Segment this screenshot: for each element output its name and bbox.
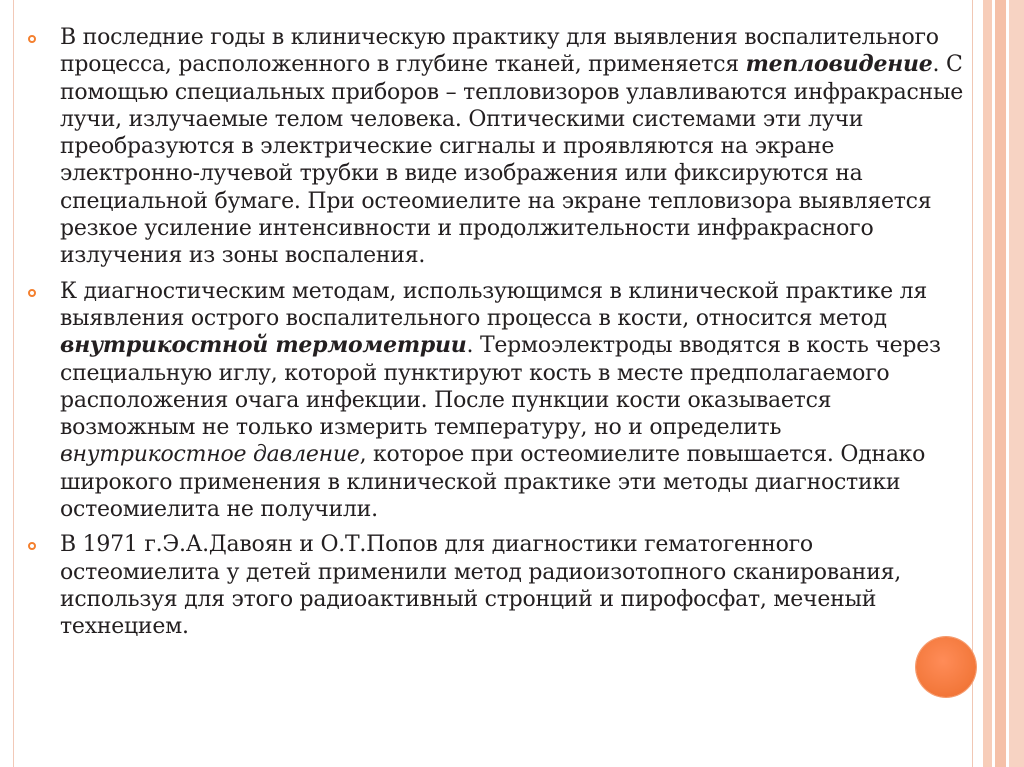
text-run: В 1971 г.Э.А.Давоян и О.Т.Попов для диагностики гематогенного остеомиелита у детей применили метод радиоизотопного сканирования, используя для этого радиоактивный стронций и пирофосфат, меченый технецием. — [60, 532, 902, 640]
orange-ring-bullet-icon — [28, 542, 36, 550]
orange-ring-bullet-icon — [28, 35, 36, 43]
term-intraosseous-thermometry: внутрикостной термометрии — [60, 332, 467, 359]
paragraph-scanning — [60, 531, 963, 640]
orange-ring-bullet-icon — [28, 289, 36, 297]
decorative-stripes — [972, 0, 1024, 767]
paragraph-thermography — [60, 24, 963, 270]
term-intraosseous-pressure: внутрикостное давление — [60, 442, 360, 468]
bullet-item-thermometry — [28, 278, 963, 524]
bullet-item-thermography — [28, 24, 963, 270]
paragraph-thermometry — [60, 278, 963, 524]
stripe — [972, 0, 983, 767]
bullet-item-scanning — [28, 531, 963, 640]
bullet-list — [28, 24, 963, 649]
stripe — [983, 0, 992, 767]
left-border-line — [13, 0, 14, 767]
text-run: , которое при остеомиелите повышается. Однако широкого применения в клинической практике эти методы диагностики остеомиелита не получили. — [60, 442, 926, 523]
text-run: . С помощью специальных приборов – тепловизоров улавливаются инфракрасные лучи, излучаемые телом человека. Оптическими системами эти лучи преобразуются в электрические сигналы и проявляются на экране электронно-лучевой трубки в виде изображения или фиксируются на специальной бумаге. При остеомиелите на экране тепловизора выявляется резкое усиление интенсивности и продолжительности инфракрасного излучения из зоны воспаления. — [60, 52, 964, 269]
stripe — [1009, 0, 1024, 767]
term-thermography: тепловидение — [745, 51, 933, 78]
text-run: К диагностическим методам, использующимся в клинической практике ля выявления острого воспалительного процесса в кости, относится метод — [60, 278, 927, 331]
text-run: В последние годы в клиническую практику для выявления воспалительного процесса, расположенного в глубине тканей, применяется — [60, 25, 939, 78]
stripe — [995, 0, 1007, 767]
text-run: . Термоэлектроды вводятся в кость через специальную иглу, которой пунктируют кость в месте предполагаемого расположения очага инфекции. После пункции кости оказывается возможным не только измерить температуру, но и определить — [60, 333, 941, 441]
